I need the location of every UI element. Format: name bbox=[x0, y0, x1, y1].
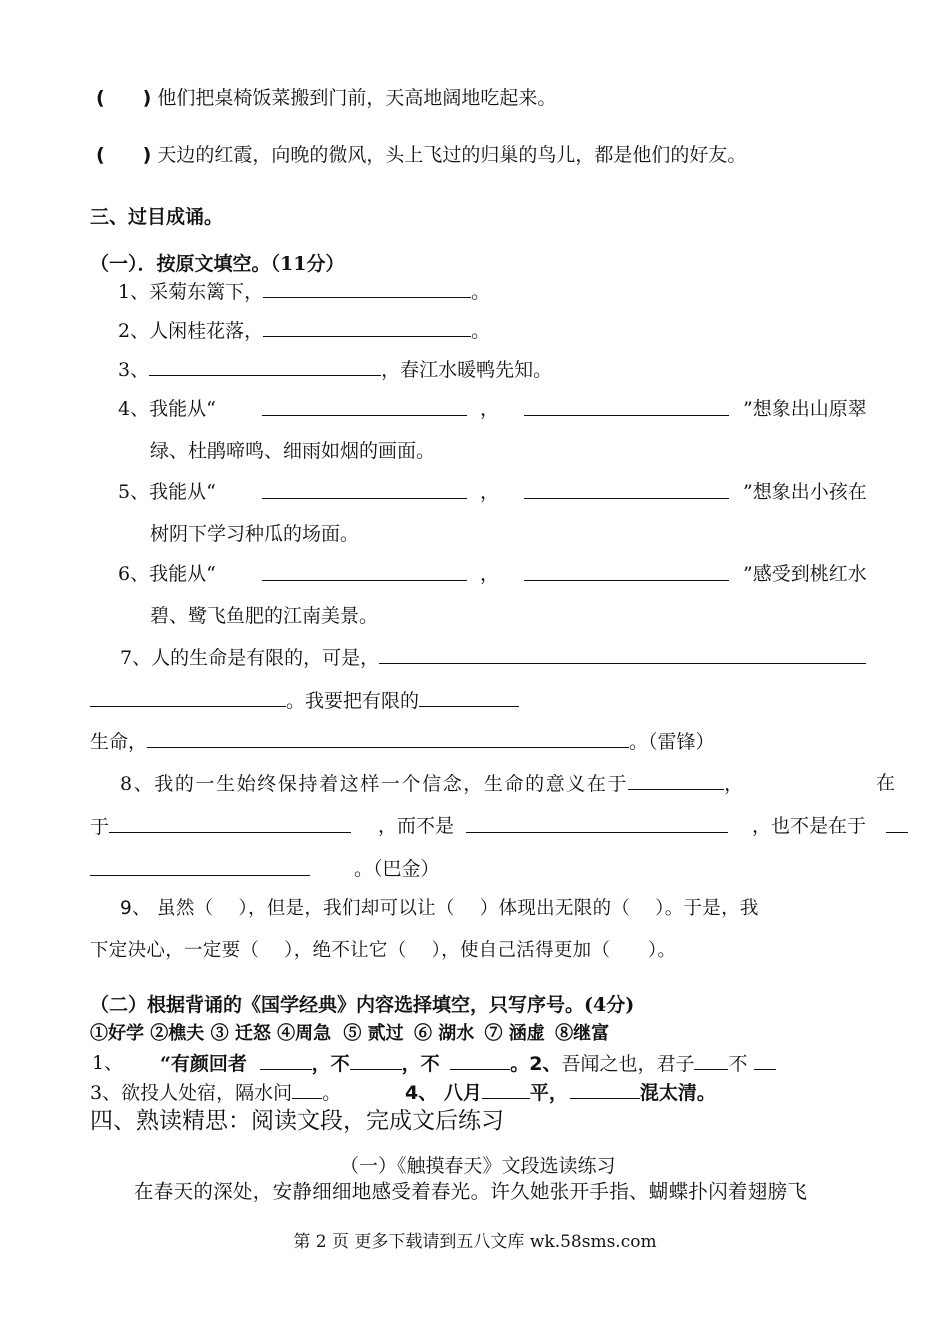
fill-question-8 bbox=[120, 771, 745, 796]
question-text: 3、欲投人处宿，隔水问 bbox=[90, 1082, 293, 1104]
question-text: 采菊东篱下， bbox=[149, 281, 264, 303]
answer-blank[interactable] bbox=[754, 1051, 776, 1070]
question-text: ，而不是 bbox=[378, 815, 455, 837]
question-text: 我能从“ bbox=[149, 481, 216, 503]
question-text: 在 bbox=[876, 772, 896, 794]
fill-question-7 bbox=[120, 645, 866, 670]
question-text: ，春江水暖鸭先知。 bbox=[381, 359, 553, 381]
punct: ， bbox=[480, 481, 500, 503]
question-number: 1、 bbox=[92, 1052, 124, 1074]
choice-question-4 bbox=[405, 1080, 716, 1105]
answer-blank[interactable] bbox=[379, 645, 866, 664]
question-text: ”感受到桃红水 bbox=[743, 563, 867, 585]
question-text: 。我要把有限的 bbox=[286, 690, 420, 712]
answer-blank[interactable] bbox=[262, 397, 467, 416]
answer-blank[interactable] bbox=[263, 318, 471, 337]
question-number: 5、 bbox=[118, 481, 150, 503]
option-item: ②樵夫 bbox=[150, 1023, 205, 1044]
question-text: ，也不是在于 bbox=[752, 815, 867, 837]
question-text-cont: 树阴下学习种瓜的场面。 bbox=[150, 523, 360, 545]
question-text: 。 bbox=[510, 1053, 530, 1075]
answer-blank[interactable] bbox=[482, 1080, 530, 1099]
punct: ， bbox=[724, 773, 745, 795]
section-title-3: 三、过目成诵。 bbox=[90, 206, 224, 228]
question-text: 于 bbox=[90, 816, 110, 838]
fill-question-4 bbox=[118, 397, 216, 421]
question-text: 生命， bbox=[90, 731, 148, 753]
answer-blank[interactable] bbox=[292, 1080, 322, 1099]
answer-blank[interactable] bbox=[570, 1080, 640, 1099]
answer-blank[interactable] bbox=[628, 771, 724, 790]
answer-blank[interactable] bbox=[524, 562, 729, 581]
question-text: ，不 bbox=[311, 1053, 350, 1075]
fill-question-8-line2 bbox=[90, 814, 351, 839]
answer-blank[interactable] bbox=[524, 397, 729, 416]
question-text-cont: 碧、鹭飞鱼肥的江南美景。 bbox=[150, 605, 379, 627]
option-item: ⑥ 湖水 bbox=[413, 1023, 475, 1044]
answer-blank[interactable] bbox=[262, 480, 467, 499]
choice-question-3 bbox=[90, 1080, 341, 1105]
answer-blank[interactable] bbox=[90, 688, 286, 707]
judge-item-text: 他们把桌椅饭菜搬到门前，天高地阔地吃起来。 bbox=[157, 87, 557, 109]
question-text: 八月 bbox=[443, 1082, 482, 1104]
answer-blank[interactable] bbox=[524, 480, 729, 499]
fill-question-3 bbox=[118, 357, 552, 382]
option-item: ①好学 bbox=[90, 1023, 144, 1044]
fill-question-2 bbox=[118, 318, 490, 343]
question-text: 7、人的生命是有限的，可是， bbox=[120, 647, 380, 669]
question-text: 。（雷锋） bbox=[629, 731, 715, 753]
question-text: “有颜回者 bbox=[160, 1053, 247, 1075]
question-text: 平， bbox=[529, 1082, 568, 1104]
question-text: ，不 bbox=[401, 1053, 440, 1075]
fill-question-7-line2 bbox=[90, 688, 519, 713]
choice-question-1-text bbox=[160, 1051, 776, 1076]
section-title-4: 四、熟读精思：阅读文段，完成文后练习 bbox=[90, 1108, 504, 1134]
question-text: 我能从“ bbox=[149, 398, 216, 420]
choice-question-1 bbox=[92, 1051, 123, 1075]
punct: 。 bbox=[471, 281, 491, 303]
question-number: 2、 bbox=[118, 320, 150, 342]
question-number: 4、 bbox=[405, 1082, 438, 1104]
question-number: 6、 bbox=[118, 563, 150, 585]
punct: ， bbox=[480, 563, 500, 585]
page-footer: 第 2 页 更多下载请到五八文库 wk.58sms.com bbox=[293, 1232, 657, 1252]
question-number: 2、 bbox=[529, 1053, 562, 1075]
part-title-choice: （二）根据背诵的《国学经典》内容选择填空，只写序号。(4分) bbox=[90, 994, 635, 1016]
question-number: 3、 bbox=[118, 359, 150, 381]
part-title-fill: （一）．按原文填空。（11分） bbox=[90, 253, 345, 275]
question-number: 1、 bbox=[118, 281, 150, 303]
answer-blank[interactable] bbox=[263, 279, 471, 298]
option-item: ⑦ 涵虚 bbox=[484, 1023, 545, 1044]
fill-question-8-line3 bbox=[90, 857, 310, 882]
option-item: ③ 迁怒 bbox=[210, 1023, 271, 1044]
fill-question-9-line2: 下定决心，一定要（ ），绝不让它（ ），使自己活得更加（ ）。 bbox=[90, 940, 677, 961]
answer-blank[interactable] bbox=[260, 1051, 312, 1070]
question-text-cont: 绿、杜鹃啼鸣、细雨如烟的画面。 bbox=[150, 440, 436, 462]
answer-blank[interactable] bbox=[419, 688, 519, 707]
fill-question-5 bbox=[118, 480, 216, 504]
question-text: 我能从“ bbox=[149, 563, 216, 585]
question-text: 8、我的一生始终保持着这样一个信念，生命的意义在于 bbox=[120, 773, 629, 795]
fill-question-6 bbox=[118, 562, 216, 586]
part-title-reading: （一）《触摸春天》文段选读练习 bbox=[340, 1155, 616, 1177]
judge-item-1 bbox=[96, 86, 556, 110]
question-text: 吾闻之也，君子 bbox=[561, 1053, 695, 1075]
question-text: 混太清。 bbox=[639, 1082, 716, 1104]
judge-item-2 bbox=[96, 143, 746, 167]
option-list bbox=[90, 1022, 609, 1046]
answer-blank[interactable] bbox=[694, 1051, 728, 1070]
judge-item-text: 天边的红霞，向晚的微风，头上飞过的归巢的鸟儿，都是他们的好友。 bbox=[157, 144, 747, 166]
question-text: 人闲桂花落， bbox=[149, 320, 264, 342]
option-item: ④周急 bbox=[277, 1023, 332, 1044]
answer-blank[interactable] bbox=[466, 814, 728, 833]
fill-question-7-line3 bbox=[90, 729, 715, 754]
fill-question-9: 9、 虽然（ ），但是，我们却可以让（ ）体现出无限的（ ）。于是，我 bbox=[120, 898, 759, 919]
question-text: 。（巴金） bbox=[354, 858, 440, 880]
answer-blank[interactable] bbox=[450, 1051, 510, 1070]
question-number: 4、 bbox=[118, 398, 150, 420]
punct: 。 bbox=[471, 320, 491, 342]
answer-paren[interactable]: ( ) bbox=[96, 144, 152, 166]
answer-blank[interactable] bbox=[90, 857, 310, 876]
question-text: 不 bbox=[728, 1053, 748, 1075]
answer-blank[interactable] bbox=[886, 814, 908, 833]
answer-blank[interactable] bbox=[149, 357, 381, 376]
answer-blank[interactable] bbox=[262, 562, 467, 581]
answer-blank[interactable] bbox=[109, 814, 351, 833]
punct: 。 bbox=[322, 1082, 342, 1104]
question-text: ”想象出山原翠 bbox=[743, 398, 867, 420]
fill-question-1 bbox=[118, 279, 490, 304]
answer-blank[interactable] bbox=[147, 729, 629, 748]
question-text: ”想象出小孩在 bbox=[743, 481, 867, 503]
punct: ， bbox=[480, 398, 500, 420]
option-item: ⑧继富 bbox=[555, 1023, 610, 1044]
answer-blank[interactable] bbox=[350, 1051, 402, 1070]
reading-paragraph: 在春天的深处，安静细细地感受着春光。许久她张开手指、蝴蝶扑闪着翅膀飞 bbox=[134, 1180, 808, 1203]
answer-paren[interactable]: ( ) bbox=[96, 87, 152, 109]
option-item: ⑤ 贰过 bbox=[343, 1023, 404, 1044]
